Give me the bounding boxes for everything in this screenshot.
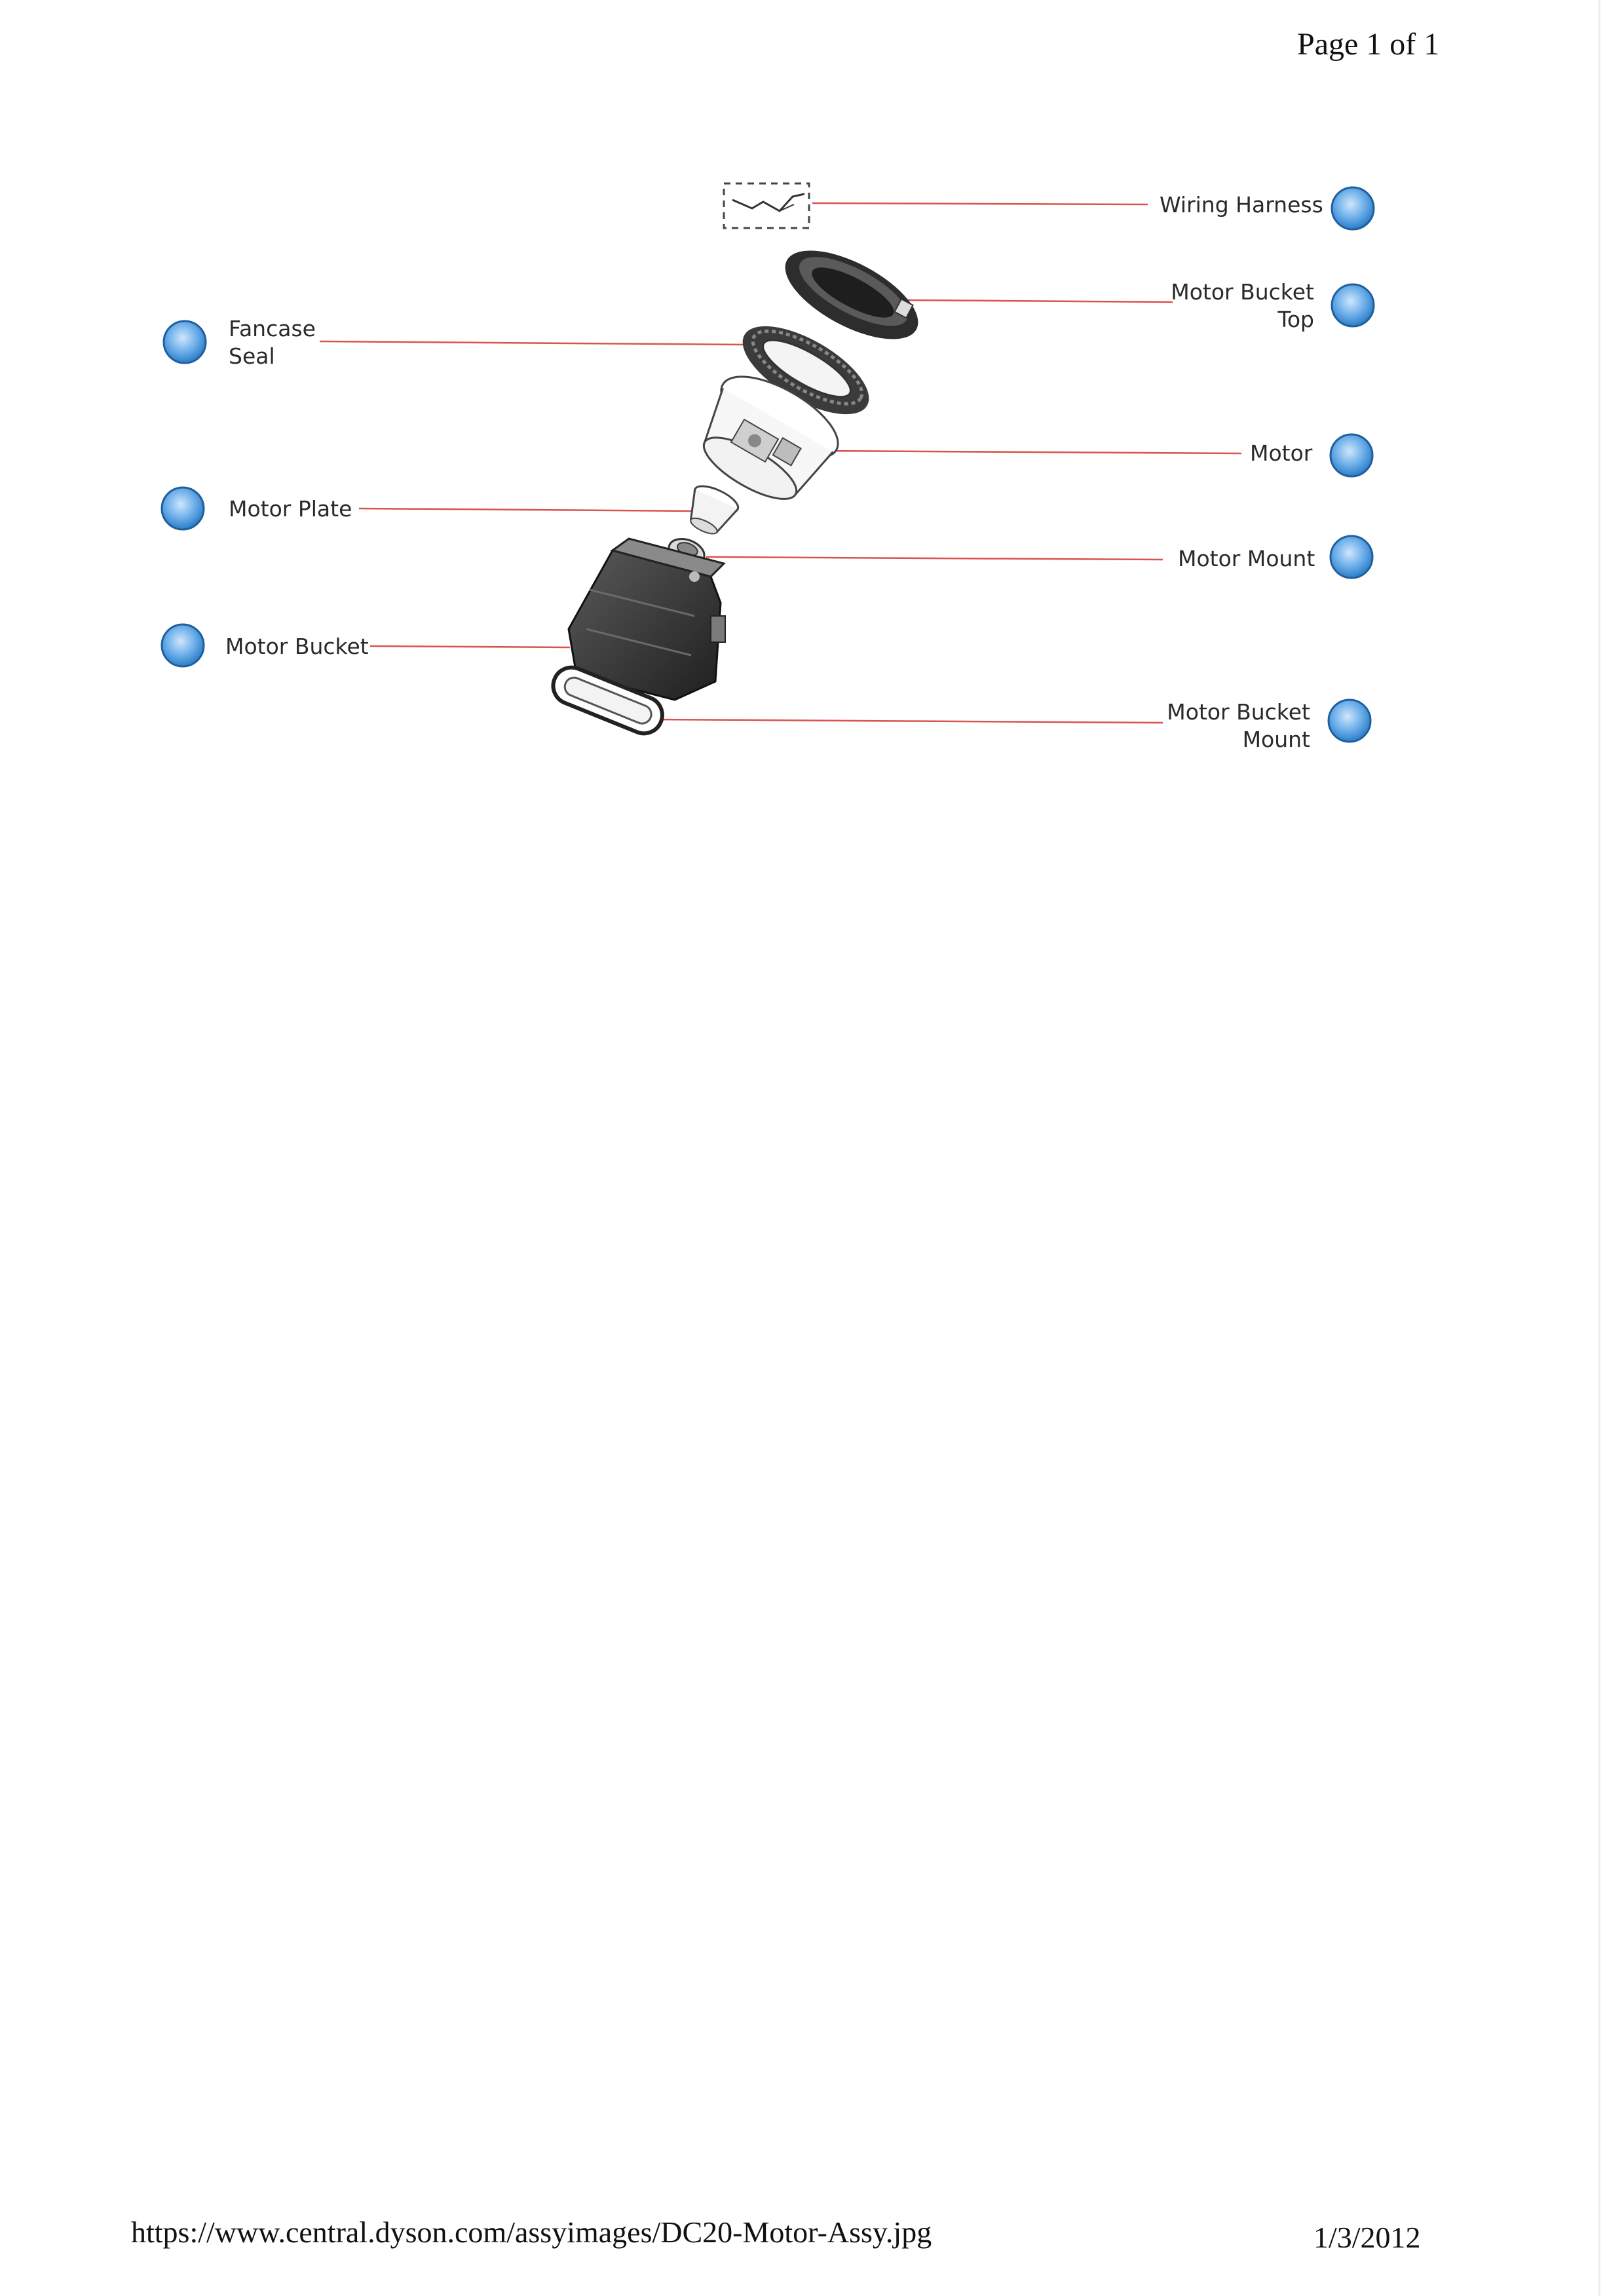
label-motor-bucket-mount: Motor Bucket Mount [1167, 699, 1310, 752]
button-motor-bucket [162, 624, 204, 666]
leader-motor-bucket [370, 646, 570, 647]
footer-date: 1/3/2012 [1313, 2221, 1421, 2254]
label-motor-mount: Motor Mount [1178, 546, 1315, 571]
label-motor-bucket-top: Motor Bucket Top [1171, 279, 1314, 332]
label-motor-plate: Motor Plate [229, 496, 352, 522]
leader-motor-mount [706, 557, 1163, 560]
leader-fancase-seal [320, 341, 747, 345]
leader-motor-plate [359, 508, 693, 511]
button-motor [1331, 434, 1372, 476]
footer-url: https://www.central.dyson.com/assyimages/DC20-Motor-Assy.jpg [131, 2215, 932, 2249]
button-motor-mount [1331, 536, 1372, 578]
label-wiring-harness: Wiring Harness [1160, 192, 1323, 218]
label-motor: Motor [1250, 440, 1313, 466]
leader-motor-bucket-top [907, 300, 1173, 302]
button-motor-plate [162, 488, 204, 529]
button-motor-bucket-top [1332, 284, 1374, 326]
leader-motor-bucket-mount [655, 719, 1163, 723]
button-fancase-seal [164, 321, 206, 363]
label-fancase-seal: Fancase Seal [229, 316, 316, 369]
leader-motor [822, 451, 1241, 453]
button-wiring-harness [1332, 187, 1374, 229]
wiring-harness-part [724, 183, 809, 228]
page-number: Page 1 of 1 [1297, 27, 1440, 62]
label-motor-bucket: Motor Bucket [225, 634, 369, 659]
button-motor-bucket-mount [1329, 700, 1370, 742]
leader-wiring-harness [812, 203, 1148, 204]
